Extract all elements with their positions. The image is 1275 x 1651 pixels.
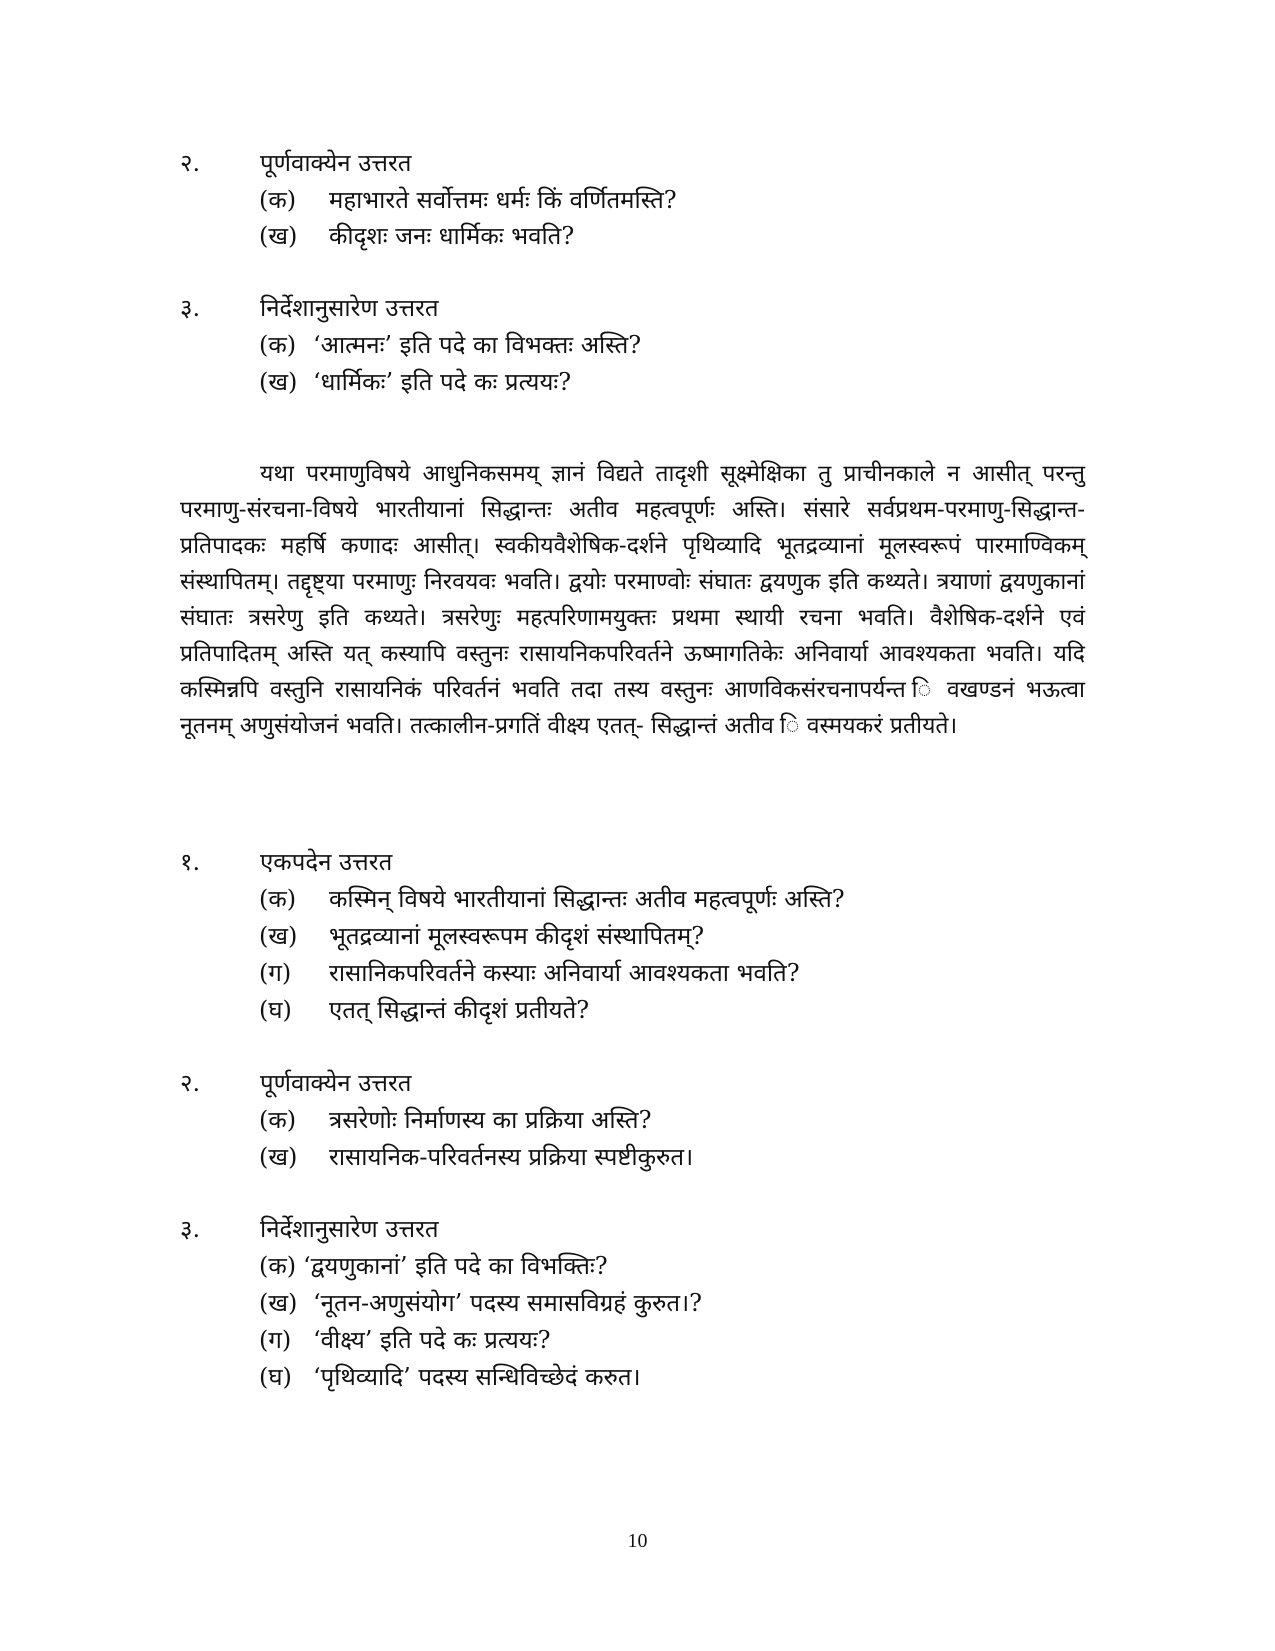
question-number: २. (180, 149, 201, 177)
sub-question-text: ‘द्वयणुकानां’ इति पदे का विभक्तिः? (303, 1252, 608, 1280)
sub-question-label: (ग) (259, 1326, 292, 1354)
sub-question-text: कस्मिन् विषये भारतीयानां सिद्धान्तः अतीव महत्वपूर्णः अस्ति? (329, 885, 845, 913)
sub-question-label: (क) (259, 1106, 297, 1134)
sub-question-text: रासायनिक-परिवर्तनस्य प्रक्रिया स्पष्टीकुरुत। (329, 1143, 694, 1171)
sub-question-label: (ख) (259, 1289, 298, 1317)
sub-question-label: (ख) (259, 922, 298, 950)
page-number: 10 (627, 1530, 648, 1552)
question-title: पूर्णवाक्येन उत्तरत (260, 149, 412, 177)
sub-question-label: (ख) (259, 222, 298, 250)
question-title: निर्देशानुसारेण उत्तरत (260, 294, 439, 322)
sub-question-text: एतत् सिद्धान्तं कीदृशं प्रतीयते? (329, 996, 590, 1024)
sub-question-label: (क) (259, 331, 297, 359)
sub-question-label: (क) (259, 885, 297, 913)
sub-question-text: कीदृशः जनः धार्मिकः भवति? (329, 222, 575, 250)
passage-paragraph: यथा परमाणुविषये आधुनिकसमय् ज्ञानं विद्यते तादृशी सूक्ष्मेक्षिका तु प्राचीनकाले न आसीत् परन्तु परमाणु-संरचना-विषये भारतीयानां सिद्धान्तः अतीव महत्वपूर्णः अस्ति। संसारे सर्वप्रथम-परमाणु-सिद्धान्त-प्रतिपादकः महर्षि कणादः आसीत्। स्वकीयवैशेषिक-दर्शने पृथिव्यादि भूतद्रव्यानां मूलस्वरूपं पारमाण्विकम् संस्थापितम्। तद्दृष्ट्या परमाणुः निरवयवः भवति। द्वयोः परमाण्वोः संघातः द्वयणुक इति कथ्यते। त्रयाणां द्वयणुकानां संघातः त्रसरेणु इति कथ्यते। त्रसरेणुः महत्परिणामयुक्तः प्रथमा स्थायी रचना भवति। वैशेषिक-दर्शने एवं प्रतिपादितम् अस्ति यत् कस्यापि वस्तुनः रासायनिकपरिवर्तने ऊष्मागतिकेः अनिवार्या आवश्यकता भवति। यदि कस्मिन्नपि वस्तुनि रासायनिकं परिवर्तनं भवति तदा तस्य वस्तुनः आणविकसंरचनापर्यन्त ि वखण्डनं भऊत्वा नूतनम् अणुसंयोजनं भवति। तत्कालीन-प्रगतिं वीक्ष्य एतत्- सिद्धान्तं अतीव ि वस्मयकरं प्रतीयते। (180, 461, 1085, 739)
sub-question-text: ‘नूतन-अणुसंयोग’ पदस्य समासविग्रहं कुरुत।? (313, 1289, 703, 1317)
sub-question-label: (ख) (259, 368, 298, 396)
sub-question-text: ‘धार्मिकः’ इति पदे कः प्रत्ययः? (313, 368, 572, 396)
question-number: ३. (180, 294, 201, 322)
sub-question-text: त्रसरेणोः निर्माणस्य का प्रक्रिया अस्ति? (329, 1106, 652, 1134)
sub-question-label: (घ) (259, 996, 292, 1024)
question-number: ३. (180, 1215, 201, 1243)
question-title: एकपदेन उत्तरत (260, 848, 393, 876)
sub-question-label: (घ) (259, 1363, 292, 1391)
question-number: २. (180, 1069, 201, 1097)
question-number: १. (180, 848, 201, 876)
sub-question-label: (क) (259, 1252, 297, 1280)
sub-question-text: रासानिकपरिवर्तने कस्याः अनिवार्या आवश्यकता भवति? (329, 959, 800, 987)
sub-question-label: (क) (259, 186, 297, 214)
sub-question-label: (ग) (259, 959, 292, 987)
sub-question-text: ‘वीक्ष्य’ इति पदे कः प्रत्ययः? (313, 1326, 551, 1354)
sub-question-text: ‘पृथिव्यादि’ पदस्य सन्धिविच्छेदं करुत। (313, 1363, 641, 1391)
sub-question-text: भूतद्रव्यानां मूलस्वरूपम कीदृशं संस्थापितम्? (329, 922, 705, 950)
sub-question-label: (ख) (259, 1143, 298, 1171)
question-title: पूर्णवाक्येन उत्तरत (260, 1069, 412, 1097)
sub-question-text: महाभारते सर्वोत्तमः धर्मः किं वर्णितमस्ति? (329, 186, 677, 214)
question-title: निर्देशानुसारेण उत्तरत (260, 1215, 439, 1243)
sub-question-text: ‘आत्मनः’ इति पदे का विभक्तः अस्ति? (313, 331, 642, 359)
